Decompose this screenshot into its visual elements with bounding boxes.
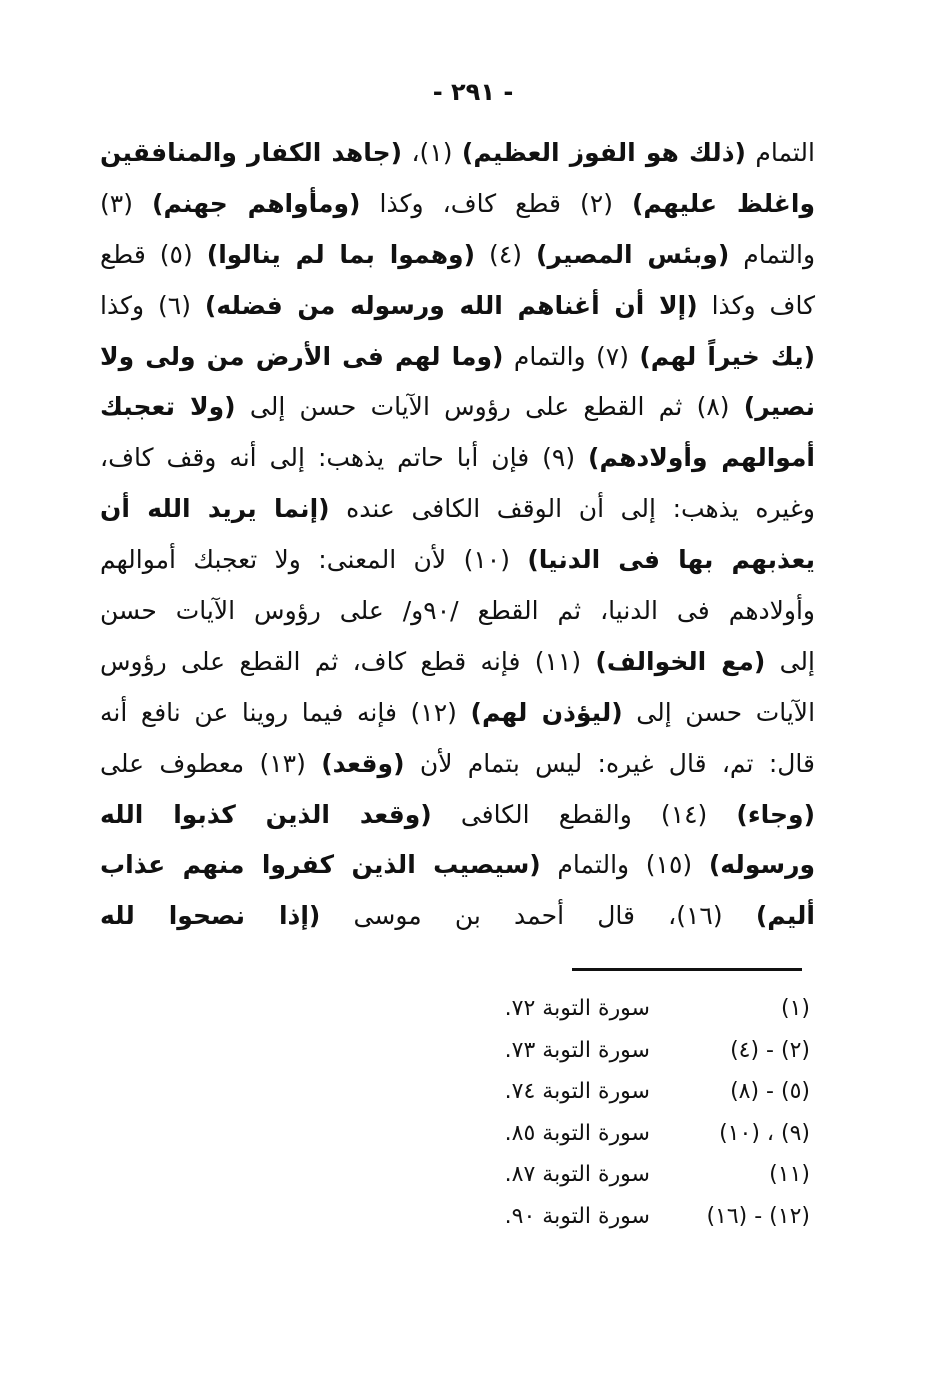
text-line: [100, 790, 815, 841]
text-line: [100, 128, 815, 179]
text-segment: (١٢) فإنه فيما روينا عن نافع أنه: [100, 697, 471, 727]
quran-quote: (وجاء): [736, 799, 815, 829]
footnote: [470, 1113, 810, 1155]
quran-quote: (وهموا بما لم ينالوا): [206, 239, 476, 269]
footnote-reference: سورة التوبة ٧٣.: [504, 1037, 650, 1063]
text-line: [100, 586, 815, 637]
footnote-number: (١): [780, 996, 810, 1021]
text-line: [100, 688, 815, 739]
quran-quote: (إلا أن أغناهم الله ورسوله من فضله): [204, 290, 698, 320]
quran-quote: (وبئس المصير): [536, 239, 730, 269]
footnote-reference: سورة التوبة ٨٥.: [504, 1120, 650, 1146]
text-segment: (١٠) لأن المعنى: ولا تعجبك أموالهم: [100, 545, 528, 575]
footnote-reference: سورة التوبة ٨٧.: [504, 1162, 650, 1187]
text-segment: (١٤) والقطع الكافى: [431, 799, 737, 829]
text-line: [100, 281, 815, 332]
quran-quote: ورسوله): [708, 850, 816, 880]
text-segment: (١٥) والتمام: [540, 850, 709, 880]
quran-quote: (إنما يريد الله أن: [100, 494, 330, 524]
footnote: [470, 1030, 810, 1072]
quran-quote: يعذبهم بها فى الدنيا): [527, 545, 815, 575]
text-segment: إلى: [765, 646, 815, 676]
footnote-separator: [572, 968, 802, 971]
footnote-number: (٥) - (٨): [730, 1079, 810, 1104]
quran-quote: أموالهم وأولادهم): [588, 443, 816, 473]
text-line: [100, 637, 815, 688]
text-segment: (١)،: [402, 138, 462, 167]
footnote-number: (٢) - (٤): [730, 1037, 810, 1063]
footnotes: [470, 988, 810, 1237]
footnote-reference: سورة التوبة ٧٢.: [504, 996, 650, 1021]
page-number: - ٢٩١ -: [432, 78, 514, 106]
text-segment: (٧) والتمام: [503, 341, 640, 371]
text-segment: وأولادهم فى الدنيا، ثم القطع /٩٠و/ على رؤوس الآيات حسن: [100, 596, 815, 626]
text-segment: (٢) قطع كاف، وكذا: [360, 188, 632, 218]
quran-quote: (ولا تعجبك: [100, 392, 236, 422]
footnote: [470, 1154, 810, 1196]
footnote-number: (١١): [769, 1162, 810, 1187]
text-segment: (٦) وكذا: [100, 290, 205, 320]
text-segment: والتمام: [729, 239, 816, 269]
text-segment: (٨) ثم القطع على رؤوس الآيات حسن إلى: [235, 392, 744, 422]
text-line: [100, 739, 815, 790]
text-line: [100, 179, 815, 230]
footnote-reference: سورة التوبة ٩٠.: [504, 1203, 650, 1229]
footnote: [470, 1071, 810, 1113]
quran-quote: (ذلك هو الفوز العظيم): [461, 138, 746, 167]
text-segment: (١٣) معطوف على: [100, 748, 322, 778]
footnote: [470, 988, 810, 1030]
text-line: [100, 230, 815, 281]
text-line: [100, 840, 815, 891]
quran-quote: (وقعد): [321, 748, 405, 778]
text-line: [100, 891, 815, 942]
quran-quote: نصير): [743, 392, 815, 422]
text-line: [100, 382, 815, 433]
quran-quote: (إذا نصحوا لله: [100, 901, 321, 931]
text-segment: (١١) فإنه قطع كاف، ثم القطع على رؤوس: [100, 646, 596, 676]
text-segment: (٥) قطع: [100, 239, 207, 269]
quran-quote: (وما لهم فى الأرض من ولى ولا: [100, 341, 504, 371]
quran-quote: (ومأواهم جهنم): [152, 188, 361, 218]
quran-quote: (يك خيراً لهم): [639, 341, 816, 371]
quran-quote: (وقعد الذين كذبوا الله: [100, 799, 432, 829]
text-line: [100, 433, 815, 484]
text-segment: قال: تم، قال غيره: ليس بتمام لأن: [404, 748, 815, 778]
footnote-number: (٩) ، (١٠): [719, 1120, 810, 1146]
text-segment: (٩) فإن أبا حاتم يذهب: إلى أنه وقف كاف،: [100, 443, 589, 473]
text-segment: التمام: [745, 138, 815, 167]
footnote-number: (١٢) - (١٦): [706, 1203, 810, 1229]
text-line: [100, 332, 815, 383]
text-line: [100, 535, 815, 586]
footnote-reference: سورة التوبة ٧٤.: [504, 1079, 650, 1104]
quran-quote: واغلظ عليهم): [632, 188, 815, 218]
quran-quote: (مع الخوالف): [595, 646, 766, 676]
text-segment: وغيره يذهب: إلى أن الوقف الكافى عنده: [329, 494, 815, 524]
quran-quote: أليم): [755, 901, 816, 931]
text-segment: (٤): [475, 239, 537, 269]
quran-quote: (جاهد الكفار والمنافقين: [100, 138, 403, 167]
quran-quote: (سيصيب الذين كفروا منهم عذاب: [100, 850, 541, 880]
main-text: [100, 128, 815, 942]
text-segment: (٣): [100, 188, 153, 218]
quran-quote: (ليؤذن لهم): [470, 697, 623, 727]
text-segment: كاف وكذا: [697, 290, 815, 320]
footnote: [470, 1196, 810, 1238]
text-segment: (١٦)، قال أحمد بن موسى: [320, 901, 756, 931]
text-segment: الآيات حسن إلى: [622, 697, 816, 727]
text-line: [100, 484, 815, 535]
